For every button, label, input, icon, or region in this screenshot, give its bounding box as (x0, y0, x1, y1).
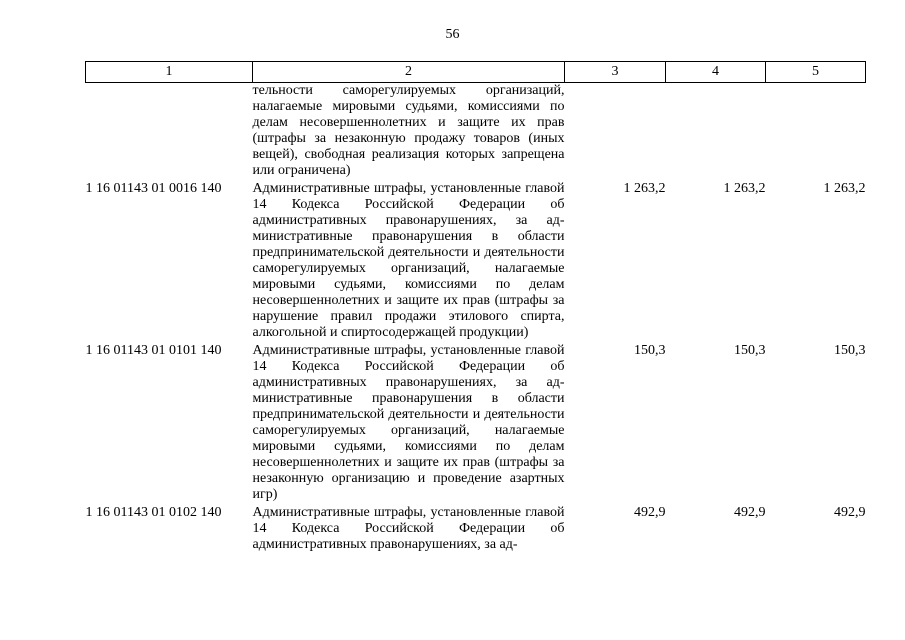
row-value-4: 492,9 (734, 505, 766, 520)
row-value-5: 1 263,2 (823, 181, 866, 196)
row-value-5: 492,9 (834, 505, 866, 520)
row-value-5: 150,3 (834, 343, 866, 358)
row-value-3: 492,9 (634, 505, 666, 520)
row-description: Административные штрафы, установленные главой 14 Кодекса Российской Федерации об административных правонарушениях, за административные правонарушения в области предпринимательской деятельности и деятельности саморегулируемых организаций, налагаемые мировыми судьями, комиссиями по делам несовершеннолетних и защите их прав (штрафы за незаконную организацию и проведение азартных игр) (252, 343, 565, 502)
column-header-5: 5 (766, 62, 866, 83)
row-code: 1 16 01143 01 0016 140 (85, 181, 222, 196)
row-code: 1 16 01143 01 0102 140 (85, 505, 222, 520)
budget-table (85, 61, 866, 555)
table-row (86, 505, 866, 555)
row-description: тельности саморегулируемых организаций, налагаемые мировыми судьями, комиссиями по делам несовершеннолетних и защите их прав (штрафы за незаконную продажу товаров (иных вещей), свободная реализация которых запрещена или ограничена) (252, 83, 565, 178)
column-header-4: 4 (666, 62, 766, 83)
row-value-5 (766, 83, 866, 182)
row-value-4 (666, 83, 766, 182)
row-description: Административные штрафы, установленные главой 14 Кодекса Российской Федерации об административных правонарушениях, за административные правонарушения в области предпринимательской деятельности и деятельности саморегулируемых организаций, налагаемые мировыми судьями, комиссиями по делам несовершеннолетних и защите их прав (штрафы за нарушение правил продажи этилового спирта, алкогольной и спиртосодержащей продукции) (252, 181, 565, 340)
row-description: Административные штрафы, установленные главой 14 Кодекса Российской Федерации об административных правонарушениях, за ад- (252, 505, 565, 552)
row-code (86, 83, 253, 182)
page-number: 56 (445, 27, 460, 42)
table-row (86, 83, 866, 182)
row-value-3: 1 263,2 (623, 181, 666, 196)
table-row (86, 343, 866, 505)
row-value-4: 1 263,2 (723, 181, 766, 196)
table-row (86, 181, 866, 343)
row-value-3: 150,3 (634, 343, 666, 358)
column-header-1: 1 (86, 62, 253, 83)
row-code: 1 16 01143 01 0101 140 (85, 343, 222, 358)
row-value-4: 150,3 (734, 343, 766, 358)
column-header-2: 2 (253, 62, 565, 83)
row-value-3 (565, 83, 666, 182)
column-header-3: 3 (565, 62, 666, 83)
table-header-row (86, 62, 866, 83)
